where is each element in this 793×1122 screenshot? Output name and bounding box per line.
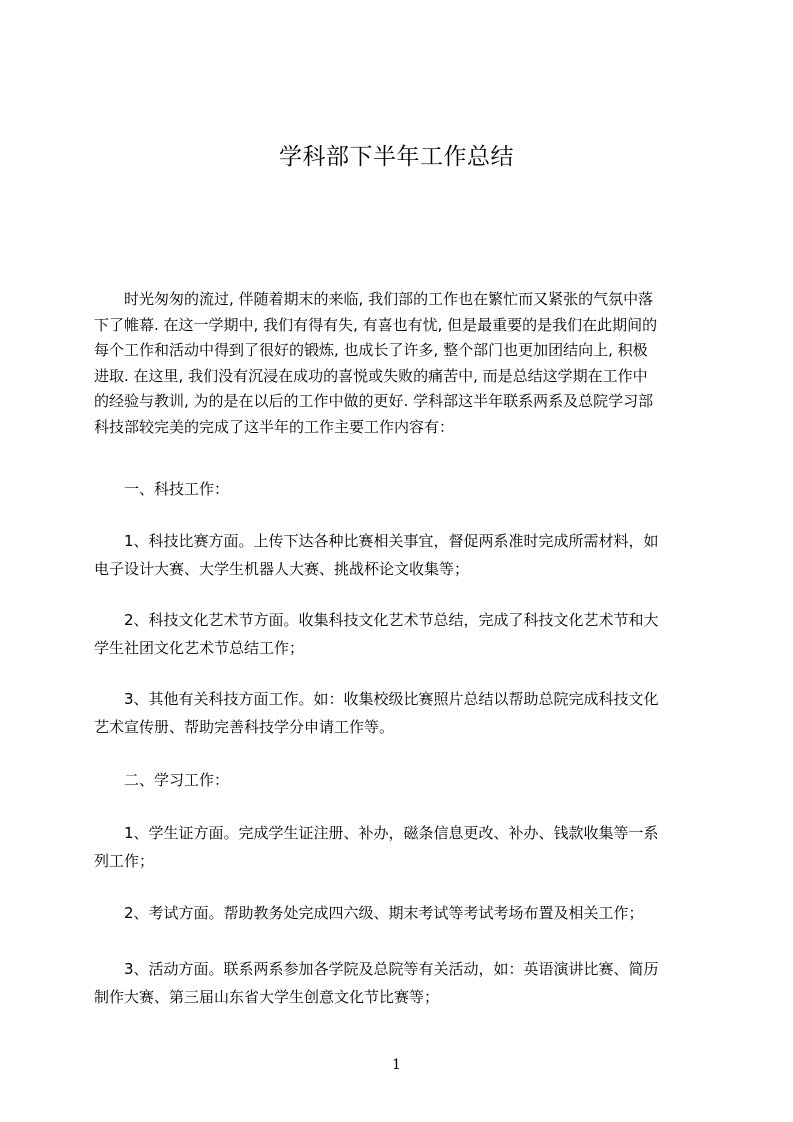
paragraph-line: 列工作； [94,852,155,870]
intro-line: 每个工作和活动中得到了很好的锻炼, 也成长了许多, 整个部门也更加团结向上, 积极 [94,341,648,360]
paragraph-line: 3、其他有关科技方面工作。如：收集校级比赛照片总结以帮助总院完成科技文化 [94,690,659,708]
paragraph-line: 2、考试方面。帮助教务处完成四六级、期末考试等考试考场布置及相关工作； [94,904,644,922]
paragraph-line: 制作大赛、第三届山东省大学生创意文化节比赛等； [94,988,440,1006]
paragraph-line: 2、科技文化艺术节方面。收集科技文化艺术节总结，完成了科技文化艺术节和大 [94,611,659,629]
intro-line: 的经验与教训, 为的是在以后的工作中做的更好. 学科部这半年联系两系及总院学习部 [94,392,654,411]
tech-item-competitions [94,527,714,583]
tech-item-festival [94,606,714,662]
section-heading-tech: 一、科技工作： [94,480,230,498]
study-item-exams [94,899,714,927]
document-title: 学科部下半年工作总结 [279,144,514,170]
paragraph-line: 1、学生证方面。完成学生证注册、补办，磁条信息更改、补办、钱款收集等一系 [94,824,659,842]
intro-paragraph [94,287,714,441]
tech-item-other [94,685,714,741]
paragraph-line: 3、活动方面。联系两系参加各学院及总院等有关活动，如：英语演讲比赛、简历 [94,960,659,978]
intro-line: 科技部较完美的完成了这半年的工作主要工作内容有： [94,417,455,436]
study-item-student-id [94,819,714,875]
study-item-activities [94,955,714,1011]
intro-line: 下了帷幕. 在这一学期中, 我们有得有失, 有喜也有忧, 但是最重要的是我们在此期间的 [94,315,658,334]
paragraph-line: 电子设计大赛、大学生机器人大赛、挑战杯论文收集等； [94,560,470,578]
page-number: 1 [392,1057,401,1073]
paragraph-line: 艺术宣传册、帮助完善科技学分申请工作等。 [94,718,395,736]
paragraph-line: 学生社团文化艺术节总结工作； [94,639,305,657]
paragraph-line: 1、科技比赛方面。上传下达各种比赛相关事宜，督促两系准时完成所需材料，如 [94,532,659,550]
section-heading-study: 二、学习工作： [94,771,230,789]
intro-line: 进取. 在这里, 我们没有沉浸在成功的喜悦或失败的痛苦中, 而是总结这学期在工作中 [94,366,648,385]
intro-line: 时光匆匆的流过, 伴随着期末的来临, 我们部的工作也在繁忙而又紧张的气氛中落 [94,290,654,308]
